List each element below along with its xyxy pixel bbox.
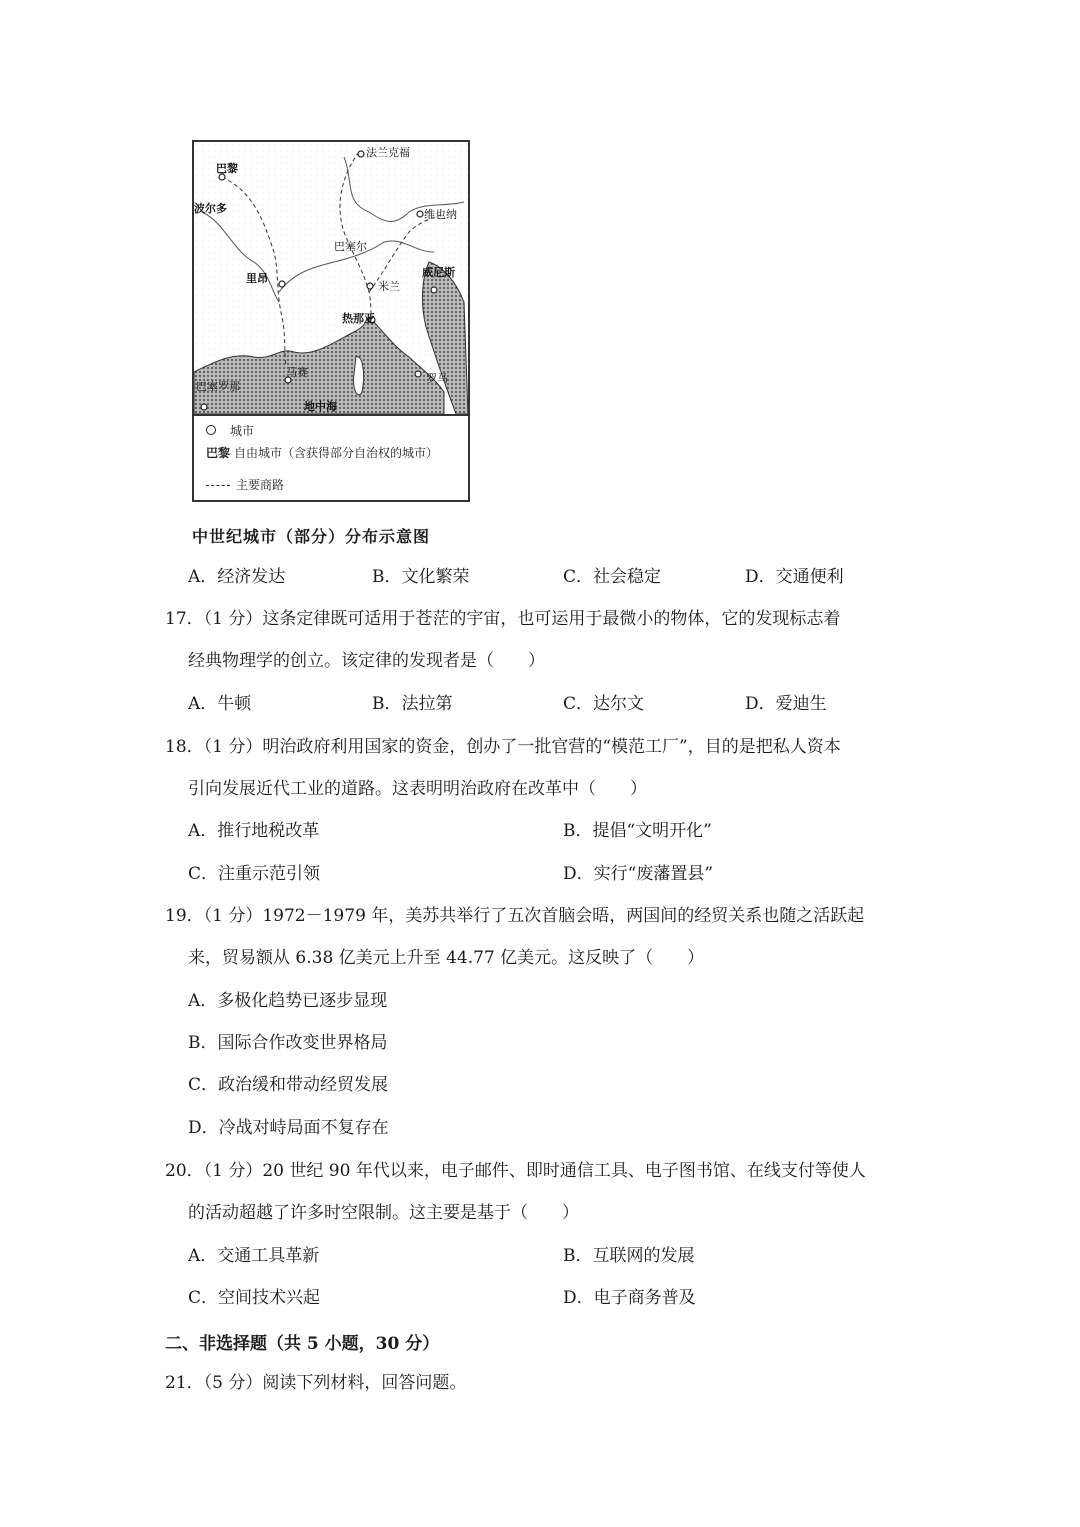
- map-label-paris: 巴黎: [216, 162, 238, 175]
- map-illustration: [194, 142, 468, 414]
- map-legend: [194, 414, 468, 500]
- map-label-genoa: 热那亚: [342, 312, 375, 325]
- map-label-marseille: 马赛: [286, 366, 308, 379]
- q19-option-d: D．冷战对峙局面不复存在: [188, 1118, 389, 1138]
- city-circle-icon: [206, 425, 216, 435]
- map-label-rome: 罗马: [426, 372, 448, 385]
- q20-option-a: A．交通工具革新: [188, 1246, 320, 1266]
- q19-option-b: B．国际合作改变世界格局: [188, 1033, 388, 1053]
- legend-route: [206, 476, 284, 493]
- q20-stem-line2: 的活动超越了许多时空限制。这主要是基于（ ）: [188, 1203, 579, 1223]
- q16-option-c: C．社会稳定: [563, 567, 662, 587]
- legend-city: [206, 422, 254, 439]
- map-label-venice: 威尼斯: [422, 266, 455, 279]
- q17-stem-line2: 经典物理学的创立。该定律的发现者是（ ）: [188, 651, 545, 671]
- q19-stem-line2: 来，贸易额从 6.38 亿美元上升至 44.77 亿美元。这反映了（ ）: [188, 948, 705, 968]
- dashed-line-icon: [206, 485, 230, 486]
- island-shape: [354, 357, 364, 395]
- q19-stem-line1: 19．（1 分）1972－1979 年，美苏共举行了五次首脑会晤，两国间的经贸关系也随之活跃起: [165, 906, 865, 926]
- q18-option-a: A．推行地税改革: [188, 821, 320, 841]
- q17-option-d: D．爱迪生: [745, 694, 827, 714]
- q20-option-c: C．空间技术兴起: [188, 1288, 321, 1308]
- q17-option-a: A．牛顿: [188, 694, 252, 714]
- q19-option-a: A．多极化趋势已逐步显现: [188, 991, 388, 1011]
- map-label-frankfurt: 法兰克福: [366, 146, 410, 159]
- legend-route-label: 主要商路: [236, 478, 285, 492]
- q19-option-c: C．政治缓和带动经贸发展: [188, 1075, 389, 1095]
- map-caption: 中世纪城市（部分）分布示意图: [192, 527, 431, 546]
- q20-option-d: D．电子商务普及: [563, 1288, 696, 1308]
- q21-stem: 21．（5 分）阅读下列材料，回答问题。: [165, 1373, 467, 1393]
- q20-option-b: B．互联网的发展: [563, 1246, 695, 1266]
- map-label-mediterranean: 地中海: [304, 400, 337, 413]
- map-label-barcelona: 巴塞罗那: [196, 380, 240, 393]
- section-heading: 二、非选择题（共 5 小题，30 分）: [165, 1334, 440, 1354]
- map-label-basel: 巴塞尔: [334, 240, 367, 253]
- map-label-lyon: 里昂: [246, 272, 268, 285]
- medieval-city-map: [192, 140, 470, 502]
- legend-free-city-sample: 巴黎: [206, 446, 231, 460]
- q16-option-b: B．文化繁荣: [372, 567, 470, 587]
- legend-free-city-label: 自由城市（含获得部分自治权的城市）: [234, 446, 439, 460]
- q18-option-c: C．注重示范引领: [188, 864, 321, 884]
- q18-stem-line1: 18．（1 分）明治政府利用国家的资金，创办了一批官营的“模范工厂”，目的是把私人资本: [165, 737, 841, 757]
- map-label-vienna: 维也纳: [424, 208, 457, 221]
- map-label-milan: 米兰: [378, 280, 400, 293]
- map-label-bordeaux: 波尔多: [194, 202, 227, 215]
- q18-option-b: B．提倡“文明开化”: [563, 821, 712, 841]
- q20-stem-line1: 20．（1 分）20 世纪 90 年代以来，电子邮件、即时通信工具、电子图书馆、在线支付等使人: [165, 1161, 866, 1181]
- legend-city-label: 城市: [230, 424, 255, 438]
- q17-option-b: B．法拉第: [372, 694, 453, 714]
- q17-option-c: C．达尔文: [563, 694, 645, 714]
- q16-option-a: A．经济发达: [188, 567, 286, 587]
- legend-free-city: [206, 444, 438, 461]
- q18-option-d: D．实行“废藩置县”: [563, 864, 714, 884]
- q18-stem-line2: 引向发展近代工业的道路。这表明明治政府在改革中（ ）: [188, 779, 647, 799]
- q17-stem-line1: 17．（1 分）这条定律既可适用于苍茫的宇宙，也可运用于最微小的物体，它的发现标志着: [165, 609, 841, 629]
- q16-option-d: D．交通便利: [745, 567, 844, 587]
